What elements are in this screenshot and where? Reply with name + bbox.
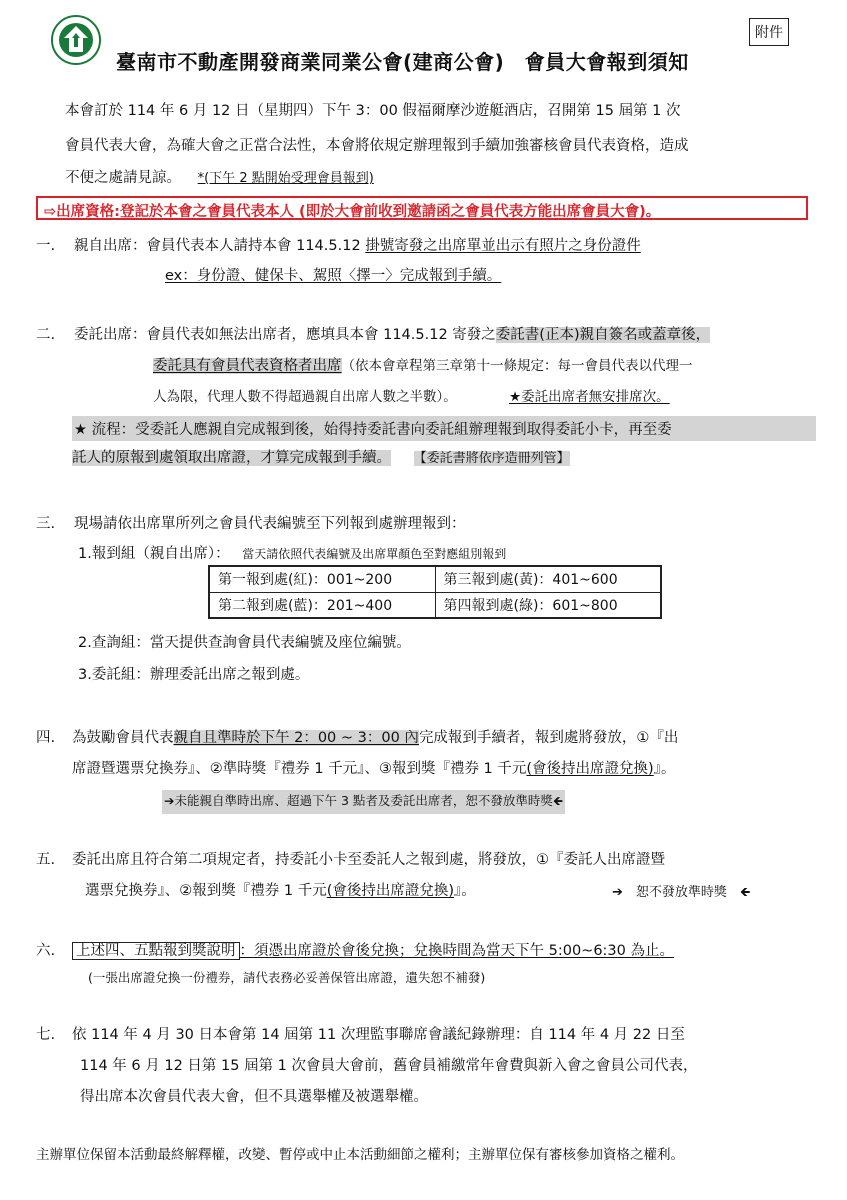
- association-logo-icon: [50, 14, 102, 66]
- section-2-text-e: 人為限，代理人數不得超過親自出席人數之半數）。: [153, 389, 457, 405]
- section-2-text-d: （依本會章程第三章第十一條規定：每一會員代表以代理一: [341, 358, 693, 374]
- section-3-item-3: 3.委託組：辦理委託出席之報到處。: [78, 667, 310, 683]
- section-4-number: 四.: [36, 730, 56, 746]
- attendance-qualification: ⇨出席資格:登記於本會之會員代表本人 (即於大會前收到邀請函之會員代表方能出席會員大會)。: [36, 196, 808, 220]
- section-4-line-1: [72, 726, 678, 747]
- intro-line-1: 本會訂於 114 年 6 月 12 日（星期四）下午 3：00 假福爾摩沙遊艇酒店，召開第 15 屆第 1 次: [65, 103, 681, 119]
- section-4-text-f: 』。: [653, 761, 676, 777]
- intro-line-3-text: 不便之處請見諒。: [65, 170, 181, 186]
- attachment-label: 附件: [749, 18, 789, 46]
- section-1-text-b: 掛號寄發之出席單並出示有照片之身份證件: [365, 238, 641, 254]
- section-6-line-1: [72, 939, 674, 960]
- checkin-group-label: 1.報到組（親自出席）：: [78, 546, 230, 562]
- section-5-line-2: [85, 879, 476, 900]
- table-row: [209, 592, 661, 618]
- section-4-line-2: [72, 757, 675, 778]
- section-2-text-b: 委託書(正本)親自簽名或蓋章後，: [495, 327, 711, 343]
- section-4-text-b: 親自且準時於下午 2：00 ~ 3：00 內: [173, 730, 419, 746]
- footer-disclaimer: 主辦單位保留本活動最終解釋權，改變、暫停或中止本活動細節之權利；主辦單位保有審核參加資格之權利。: [36, 1147, 684, 1163]
- section-6-boxed-heading: 上述四、五點報到獎說明: [72, 942, 240, 960]
- checkin-desk-table: [208, 565, 662, 619]
- checkin-group-note: 當天請依照代表編號及出席單顏色至對應組別報到: [242, 547, 507, 561]
- section-3-item-1: [78, 542, 506, 563]
- section-3-number: 三.: [36, 516, 56, 532]
- section-2-roster-note: 【委託書將依序造冊列管】: [413, 451, 570, 466]
- section-1-line-1: [74, 234, 641, 255]
- table-cell: 第一報到處(紅)：001~200: [209, 566, 435, 592]
- section-2-flow-line-2: [72, 446, 570, 467]
- section-1-text-a: 親自出席：會員代表本人請持本會 114.5.12: [74, 238, 366, 254]
- section-2-number: 二.: [36, 327, 56, 343]
- section-2-flow-line-1: ★ 流程：受委託人應親自完成報到後，始得持委託書向委託組辦理報到取得委託小卡，再至委: [72, 416, 816, 441]
- section-2-line-3: [153, 385, 670, 405]
- section-4-text-d: 席證暨選票兌換券』、②準時獎『禮券 1 千元』、③報到獎『禮券 1 千元: [72, 761, 527, 777]
- section-7-number: 七.: [36, 1027, 56, 1043]
- intro-line-3: [65, 166, 374, 187]
- section-5-number: 五.: [36, 852, 56, 868]
- intro-line-2: 會員代表大會，為確大會之正當合法性，本會將依規定辦理報到手續加強審核會員代表資格，造成: [65, 138, 689, 154]
- section-7-line-2: 114 年 6 月 12 日第 15 屆第 1 次會員大會前，舊會員補繳常年會費與新入會之會員公司代表，: [80, 1058, 698, 1074]
- section-7-line-1: 依 114 年 4 月 30 日本會第 14 屆第 11 次理監事聯席會議紀錄辦理：自 114 年 4 月 22 日至: [72, 1027, 685, 1043]
- page-title: 臺南市不動產開發商業同業公會(建商公會) 會員大會報到須知: [116, 50, 689, 74]
- section-1-number: 一.: [36, 238, 56, 254]
- section-3-item-2: 2.查詢組：當天提供查詢會員代表編號及座位編號。: [78, 635, 411, 651]
- section-4-text-a: 為鼓勵會員代表: [72, 730, 174, 746]
- section-7-line-3: 得出席本次會員代表大會，但不具選舉權及被選舉權。: [80, 1089, 428, 1105]
- section-2-line-1: [74, 323, 710, 344]
- section-2-line-2: [153, 354, 693, 375]
- section-5-line-1: 委託出席且符合第二項規定者，持委託小卡至委託人之報到處，將發放，①『委託人出席證暨: [72, 852, 665, 868]
- section-2-no-seat-note: ★委託出席者無安排席次。: [509, 389, 670, 405]
- intro-note: *(下午 2 點開始受理會員報到): [197, 171, 374, 186]
- section-1-line-2: ex：身份證、健保卡、駕照〈擇一〉完成報到手續。: [165, 268, 502, 284]
- section-5-text-b: (會後持出席證兌換): [326, 883, 455, 899]
- section-4-text-c: 完成報到手續者，報到處將發放，①『出: [418, 730, 679, 746]
- section-5-note: ➔ 恕不發放準時獎 🡸: [612, 885, 751, 900]
- table-cell: 第三報到處(黃)：401~600: [435, 566, 661, 592]
- section-4-note: ➔未能親自準時出席、超過下午 3 點者及委託出席者，恕不發放準時獎🡸: [162, 790, 565, 814]
- table-row: [209, 566, 661, 592]
- table-cell: 第二報到處(藍)：201~400: [209, 592, 435, 618]
- section-3-line-1: 現場請依出席單所列之會員代表編號至下列報到處辦理報到：: [74, 516, 466, 532]
- section-2-text-c: 委託具有會員代表資格者出席: [153, 358, 342, 374]
- table-cell: 第四報到處(綠)：601~800: [435, 592, 661, 618]
- section-2-flow-text: 託人的原報到處領取出席證，才算完成報到手續。: [72, 450, 391, 466]
- section-6-note: (一張出席證兌換一份禮券，請代表務必妥善保管出席證，遺失恕不補發): [88, 970, 486, 985]
- section-4-text-e: (會後持出席證兌換): [526, 761, 654, 777]
- section-5-text-c: 』。: [454, 883, 476, 899]
- section-6-text: ：須憑出席證於會後兌換；兌換時間為當天下午 5:00~6:30 為止。: [239, 943, 674, 959]
- section-6-number: 六.: [36, 943, 56, 959]
- section-2-text-a: 委託出席：會員代表如無法出席者，應填具本會 114.5.12 寄發之: [74, 327, 496, 343]
- section-5-text-a: 選票兌換券』、②報到獎『禮券 1 千元: [85, 883, 327, 899]
